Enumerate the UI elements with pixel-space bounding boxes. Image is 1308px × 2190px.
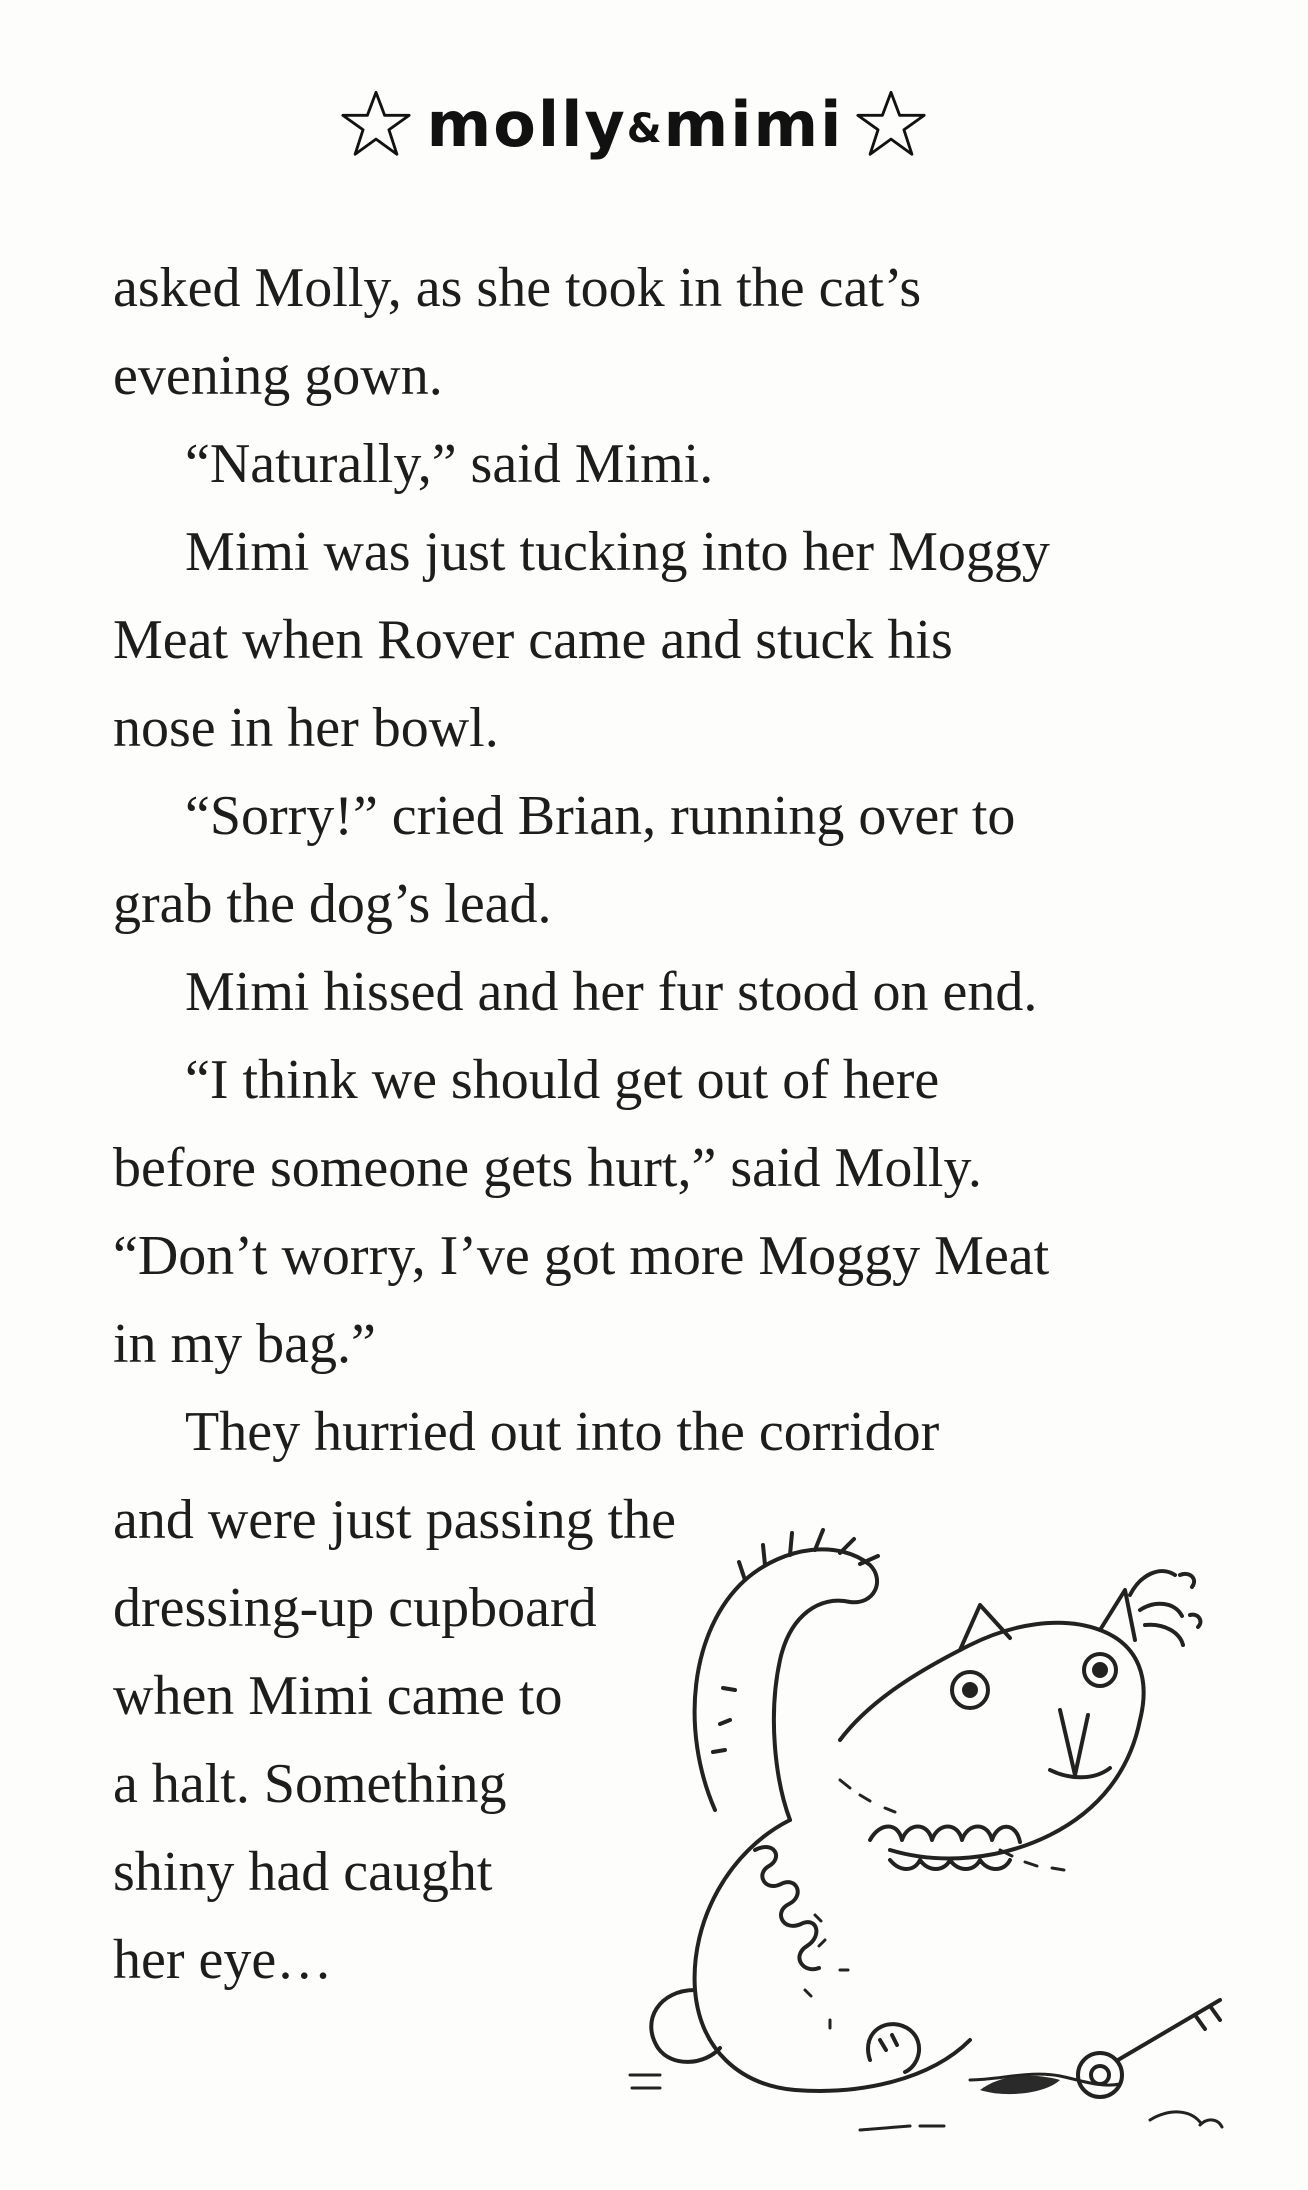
star-outline-icon xyxy=(855,88,927,160)
text-line: in my bag.” xyxy=(113,1313,376,1375)
text-line: before someone gets hurt,” said Molly. xyxy=(113,1137,982,1199)
text-line: “Sorry!” cried Brian, running over to xyxy=(185,785,1016,847)
text-line: asked Molly, as she took in the cat’s xyxy=(113,257,922,319)
text-line: shiny had caught xyxy=(113,1841,493,1903)
text-line: a halt. Something xyxy=(113,1753,507,1815)
text-line: and were just passing the xyxy=(113,1489,676,1551)
cat-with-key-illustration xyxy=(540,1520,1308,2160)
series-title xyxy=(420,70,850,180)
star-outline-icon xyxy=(340,88,412,160)
text-line: her eye… xyxy=(113,1929,333,1991)
text-line: “Naturally,” said Mimi. xyxy=(185,433,714,495)
text-line: Meat when Rover came and stuck his xyxy=(113,609,953,671)
text-line: Mimi was just tucking into her Moggy xyxy=(185,521,1050,583)
text-line: grab the dog’s lead. xyxy=(113,873,552,935)
text-line: nose in her bowl. xyxy=(113,697,499,759)
series-title-molly: molly xyxy=(426,88,627,161)
series-title-mimi: mimi xyxy=(663,88,844,161)
text-line: “Don’t worry, I’ve got more Moggy Meat xyxy=(113,1225,1050,1287)
text-line: when Mimi came to xyxy=(113,1665,563,1727)
series-title-ampersand: & xyxy=(626,105,664,152)
text-line: “I think we should get out of here xyxy=(185,1049,940,1111)
running-header xyxy=(0,70,1308,180)
text-line: dressing-up cupboard xyxy=(113,1577,597,1639)
text-line: Mimi hissed and her fur stood on end. xyxy=(185,961,1038,1023)
text-line: evening gown. xyxy=(113,345,443,407)
text-line: They hurried out into the corridor xyxy=(185,1401,940,1463)
